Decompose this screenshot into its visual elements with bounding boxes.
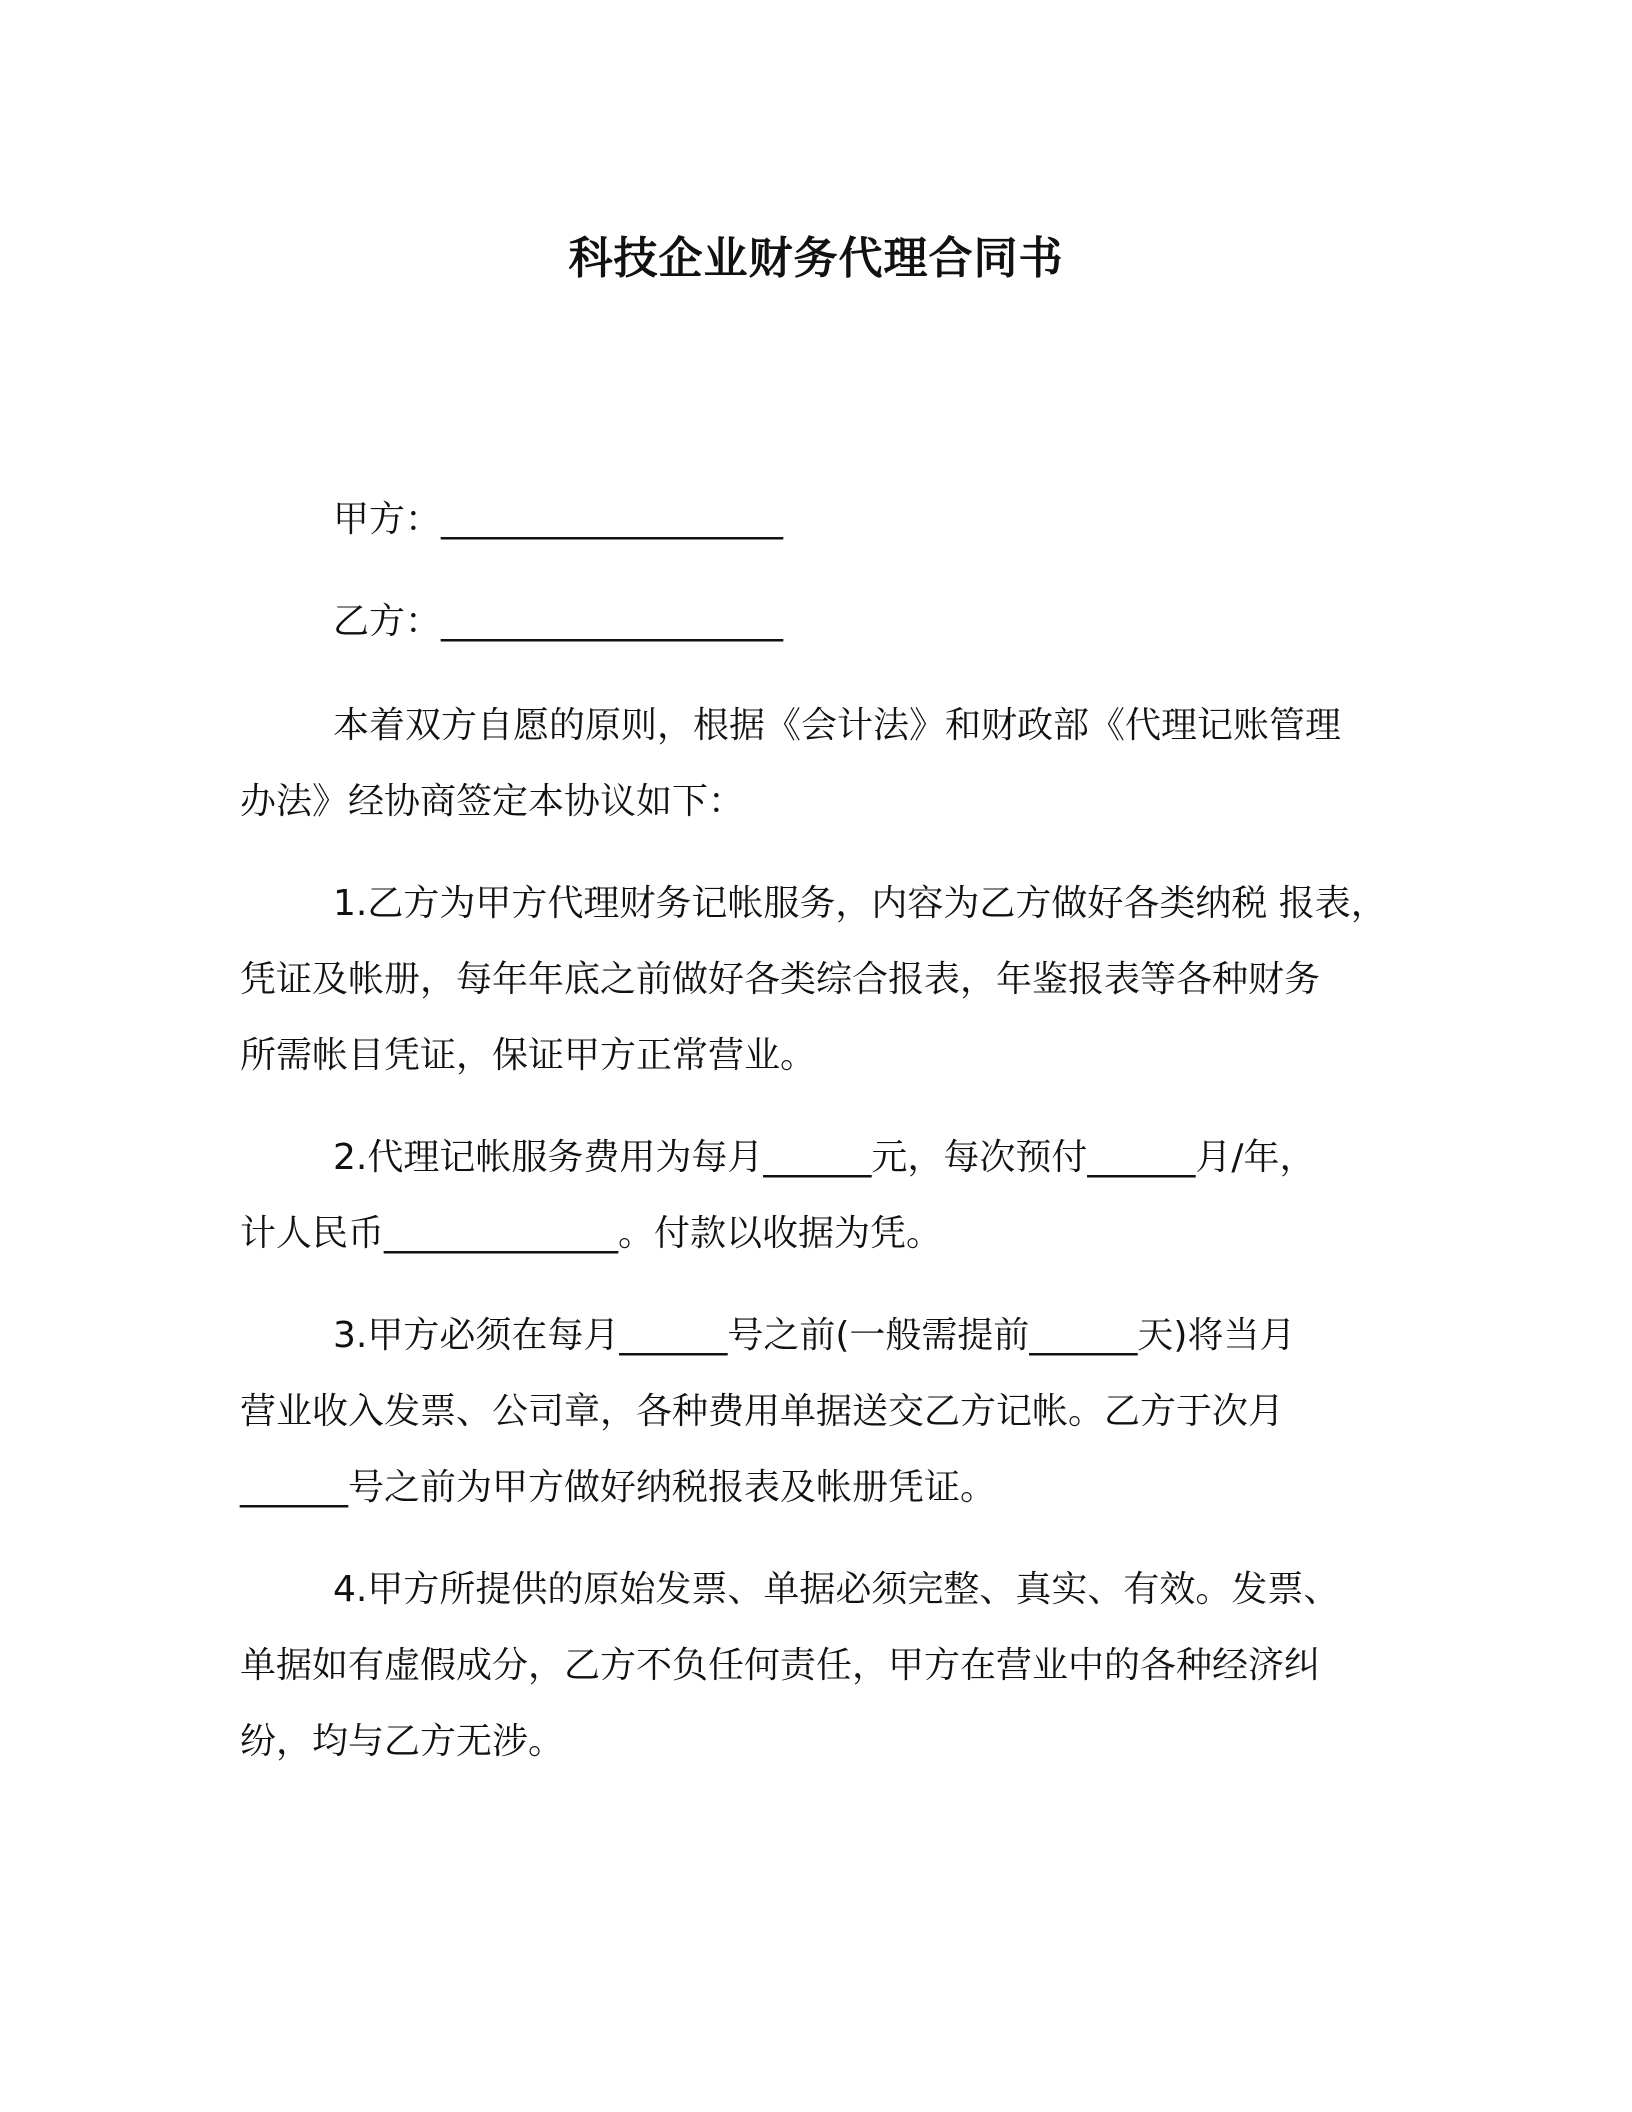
party-a-line: 甲方：___________________ (333, 499, 784, 540)
clause3-line-1: 3.甲方必须在每月______号之前(一般需提前______天)将当月 (333, 1315, 1296, 1356)
document-title: 科技企业财务代理合同书 (568, 233, 1064, 284)
preamble-line-2: 办法》经协商签定本协议如下： (240, 781, 745, 822)
clause1-line-2: 凭证及帐册，每年年底之前做好各类综合报表，年鉴报表等各种财务 (240, 959, 1321, 1000)
clause4-line-1: 4.甲方所提供的原始发票、单据必须完整、真实、有效。发票、 (333, 1569, 1340, 1610)
clause1-line-1: 1.乙方为甲方代理财务记帐服务，内容为乙方做好各类纳税 报表， (333, 883, 1387, 924)
clause3-line-3: ______号之前为甲方做好纳税报表及帐册凭证。 (240, 1467, 997, 1508)
preamble-line-1: 本着双方自愿的原则，根据《会计法》和财政部《代理记账管理 (333, 705, 1342, 746)
clause1-line-3: 所需帐目凭证，保证甲方正常营业。 (240, 1035, 817, 1076)
clause2-line-2: 计人民币_____________。付款以收据为凭。 (240, 1213, 943, 1254)
clause4-line-3: 纷，均与乙方无涉。 (240, 1721, 565, 1762)
clause3-line-2: 营业收入发票、公司章，各种费用单据送交乙方记帐。乙方于次月 (240, 1391, 1285, 1432)
party-b-line: 乙方：___________________ (333, 601, 784, 642)
clause2-line-1: 2.代理记帐服务费用为每月______元，每次预付______月/年， (333, 1137, 1316, 1178)
clause4-line-2: 单据如有虚假成分，乙方不负任何责任，甲方在营业中的各种经济纠 (240, 1645, 1321, 1686)
